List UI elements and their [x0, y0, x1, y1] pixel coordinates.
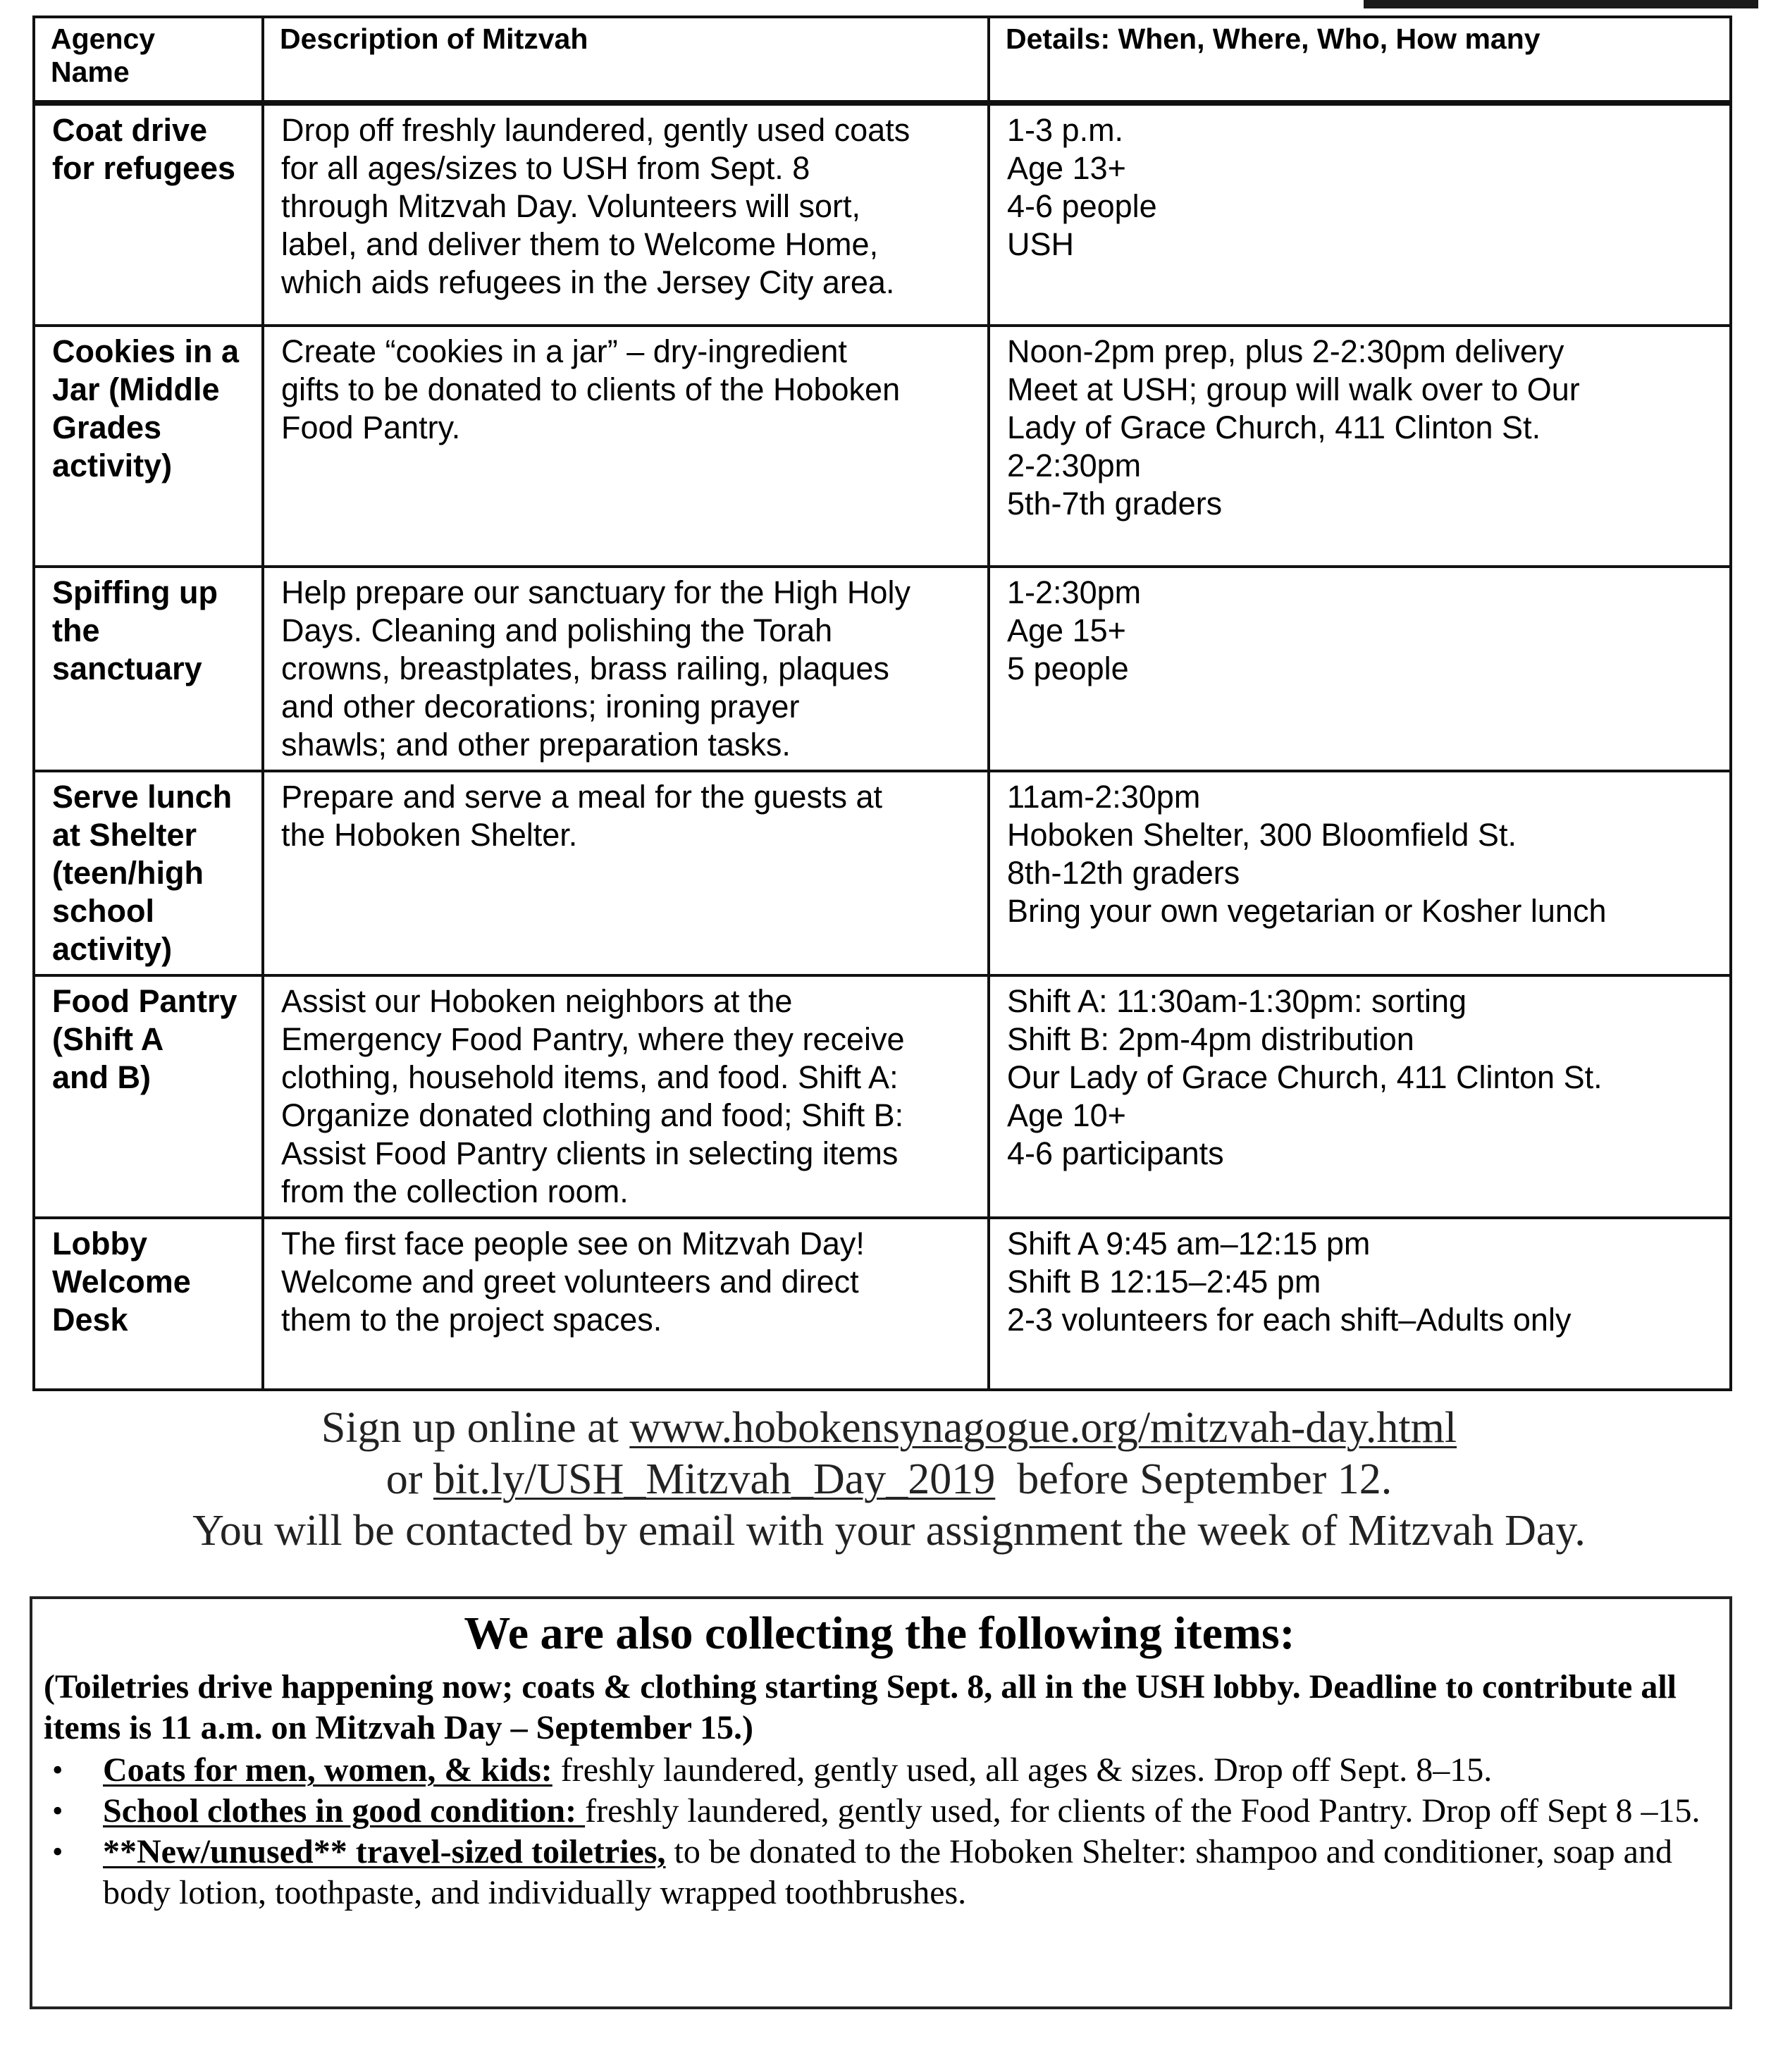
signup-line-2: [0, 1454, 1778, 1505]
description-cell: The first face people see on Mitzvah Day! Welcome and greet volunteers and direct them to the project spaces.: [263, 1218, 989, 1390]
collection-list: [44, 1750, 1715, 1913]
table-row: [34, 1218, 1731, 1390]
agency-cell: Coat drive for refugees: [34, 103, 263, 326]
bullet-icon: •: [52, 1753, 63, 1787]
details-cell: 1-2:30pm Age 15+ 5 people: [989, 567, 1731, 771]
signup-deadline: before September 12.: [995, 1455, 1393, 1503]
item-text: to be donated to the Hoboken Shelter: shampoo and conditioner, soap and body lotion, toothpaste, and individually wrapped toothbrushes.: [103, 1833, 1672, 1911]
bitly-link[interactable]: bit.ly/USH_Mitzvah_Day_2019: [433, 1455, 996, 1503]
table-row: [34, 103, 1731, 326]
table-header-row: [34, 17, 1731, 103]
signup-or: or: [385, 1455, 433, 1503]
header-description: Description of Mitzvah: [263, 17, 989, 103]
description-cell: Create “cookies in a jar” – dry-ingredient gifts to be donated to clients of the Hoboken Food Pantry.: [263, 326, 989, 567]
list-item: [44, 1832, 1715, 1913]
item-text: freshly laundered, gently used, all ages & sizes. Drop off Sept. 8–15.: [552, 1751, 1493, 1789]
description-cell: Assist our Hoboken neighbors at the Emergency Food Pantry, where they receive clothing, household items, and food. Shift A: Organize donated clothing and food; Shift B: Assist Food Pantry clients in selecting items from the collection room.: [263, 975, 989, 1218]
header-details: Details: When, Where, Who, How many: [989, 17, 1731, 103]
agency-cell: Cookies in a Jar (Middle Grades activity): [34, 326, 263, 567]
item-text: freshly laundered, gently used, for clients of the Food Pantry. Drop off Sept 8 –15.: [585, 1792, 1700, 1830]
collection-title: We are also collecting the following items:: [464, 1608, 1295, 1659]
signup-contact-note: You will be contacted by email with your assignment the week of Mitzvah Day.: [192, 1507, 1586, 1555]
agency-cell: Food Pantry (Shift A and B): [34, 975, 263, 1218]
table-row: [34, 975, 1731, 1218]
details-cell: Shift A: 11:30am-1:30pm: sorting Shift B: 2pm-4pm distribution Our Lady of Grace Church, 411 Clinton St. Age 10+ 4-6 participants: [989, 975, 1731, 1218]
bullet-icon: •: [52, 1834, 63, 1869]
synagogue-url-link[interactable]: www.hobokensynagogue.org/mitzvah-day.html: [629, 1404, 1457, 1452]
list-item: [44, 1791, 1715, 1832]
details-cell: Noon-2pm prep, plus 2-2:30pm delivery Meet at USH; group will walk over to Our Lady of Grace Church, 411 Clinton St. 2-2:30pm 5th-7th graders: [989, 326, 1731, 567]
description-cell: Help prepare our sanctuary for the High Holy Days. Cleaning and polishing the Torah crowns, breastplates, brass railing, plaques and other decorations; ironing prayer shawls; and other preparation tasks.: [263, 567, 989, 771]
agency-cell: Lobby Welcome Desk: [34, 1218, 263, 1390]
table-row: [34, 326, 1731, 567]
header-agency-name: Agency Name: [34, 17, 263, 103]
agency-cell: Spiffing up the sanctuary: [34, 567, 263, 771]
table-row: [34, 771, 1731, 975]
mitzvah-projects-table: [32, 16, 1732, 1391]
details-cell: 11am-2:30pm Hoboken Shelter, 300 Bloomfield St. 8th-12th graders Bring your own vegetarian or Kosher lunch: [989, 771, 1731, 975]
description-cell: Prepare and serve a meal for the guests at the Hoboken Shelter.: [263, 771, 989, 975]
collection-note: (Toiletries drive happening now; coats & clothing starting Sept. 8, all in the USH lobby. Deadline to contribute all items is 11 a.m. on Mitzvah Day – September 15.): [44, 1668, 1677, 1746]
bullet-icon: •: [52, 1794, 63, 1828]
signup-instructions: [0, 1402, 1778, 1557]
table-row: [34, 567, 1731, 771]
description-cell: Drop off freshly laundered, gently used coats for all ages/sizes to USH from Sept. 8 through Mitzvah Day. Volunteers will sort, label, and deliver them to Welcome Home, which aids refugees in the Jersey City area.: [263, 103, 989, 326]
details-cell: 1-3 p.m. Age 13+ 4-6 people USH: [989, 103, 1731, 326]
details-cell: Shift A 9:45 am–12:15 pm Shift B 12:15–2:45 pm 2-3 volunteers for each shift–Adults only: [989, 1218, 1731, 1390]
list-item: [44, 1750, 1715, 1791]
agency-cell: Serve lunch at Shelter (teen/high school activity): [34, 771, 263, 975]
top-edge-bar: [1364, 0, 1758, 8]
item-lead: **New/unused** travel-sized toiletries,: [103, 1833, 666, 1870]
collection-box: [30, 1596, 1732, 2009]
item-lead: Coats for men, women, & kids:: [103, 1751, 552, 1789]
signup-line-1: [0, 1402, 1778, 1454]
signup-prefix: Sign up online at: [321, 1404, 630, 1452]
item-lead: School clothes in good condition:: [103, 1792, 586, 1830]
